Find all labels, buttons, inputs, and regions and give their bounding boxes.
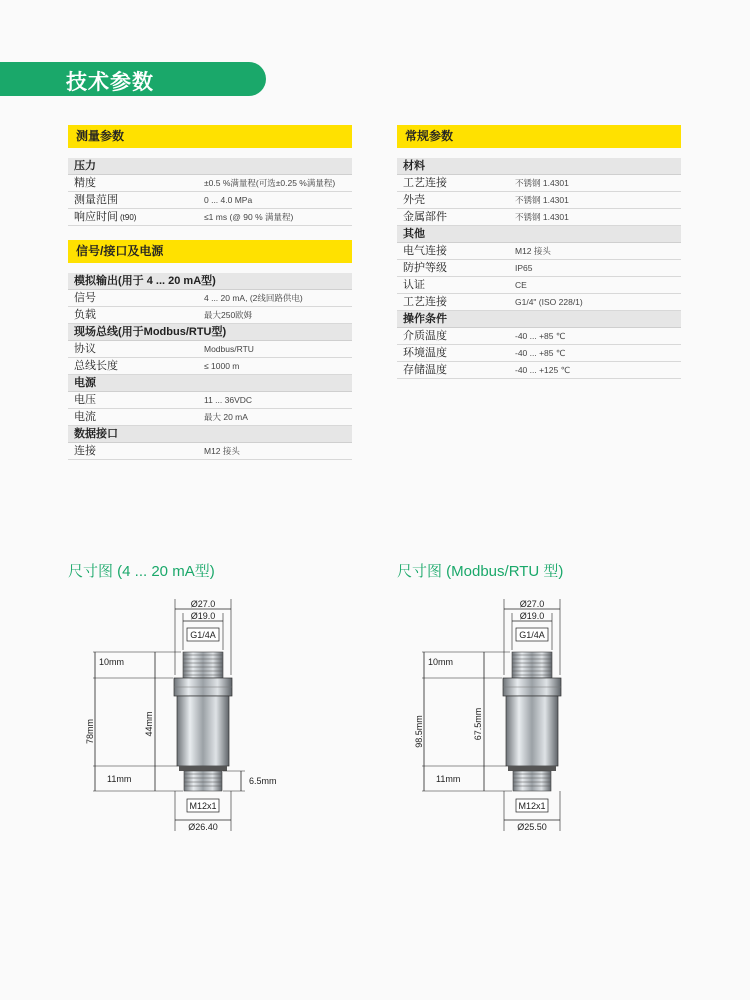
side-height-label: 6.5mm — [249, 776, 277, 786]
spec-label: 测量范围 — [74, 194, 118, 206]
group-header: 数据接口 — [68, 426, 352, 443]
right-spec-column — [397, 125, 681, 379]
group-header: 模拟输出(用于 4 ... 20 mA型) — [68, 273, 352, 290]
spec-label-note: (t90) — [120, 213, 137, 222]
spec-label: 工艺连接 — [403, 296, 447, 308]
group-header: 其他 — [397, 226, 681, 243]
dimension-drawing-analog — [85, 595, 305, 845]
spec-row — [68, 341, 352, 358]
top-height-label: 10mm — [99, 657, 125, 667]
body-height-label: 44mm — [144, 711, 154, 737]
spec-row — [68, 175, 352, 192]
spec-label: 环境温度 — [403, 347, 447, 359]
bottom-height-label: 11mm — [107, 774, 132, 784]
total-height-label: 78mm — [85, 718, 95, 745]
spec-row — [397, 294, 681, 311]
spec-label: 金属部件 — [403, 211, 447, 223]
spec-label: 精度 — [74, 177, 96, 189]
spec-row — [397, 175, 681, 192]
dimension-title-modbus: 尺寸图 (Modbus/RTU 型) — [397, 563, 564, 580]
spec-row — [397, 362, 681, 379]
spec-label: 负载 — [74, 309, 96, 321]
spec-value: ±0.5 %满量程(可选±0.25 %满量程) — [204, 178, 336, 188]
spec-value: CE — [515, 280, 527, 290]
spec-value: Modbus/RTU — [204, 344, 254, 354]
connector-label: M12x1 — [189, 801, 217, 811]
spec-row — [397, 209, 681, 226]
spec-value: 不锈钢 1.4301 — [515, 178, 569, 188]
thread-fitting — [512, 652, 552, 678]
left-spec-column — [68, 125, 352, 460]
spec-value: -40 ... +85 ℃ — [515, 331, 566, 341]
spec-value: IP65 — [515, 263, 533, 273]
inner-diameter-label: Ø19.0 — [190, 611, 216, 621]
spec-value: ≤1 ms (@ 90 % 满量程) — [204, 212, 294, 222]
top-height-label: 10mm — [428, 657, 454, 667]
spec-row — [397, 260, 681, 277]
spec-value: 0 ... 4.0 MPa — [204, 195, 253, 205]
body-ring — [179, 766, 227, 771]
spec-label: 电气连接 — [403, 245, 447, 257]
spec-label: 存储温度 — [403, 364, 447, 376]
spec-row — [68, 290, 352, 307]
group-header: 材料 — [397, 158, 681, 175]
thread-fitting — [183, 652, 223, 678]
spec-value: 11 ... 36VDC — [204, 395, 253, 405]
group-header: 操作条件 — [397, 311, 681, 328]
section-header: 信号/接口及电源 — [68, 240, 352, 263]
outer-diameter-label: Ø27.0 — [190, 599, 216, 609]
spec-row — [397, 277, 681, 294]
outer-diameter-label: Ø27.0 — [519, 599, 545, 609]
spec-label: 介质温度 — [403, 330, 447, 342]
section-header: 测量参数 — [68, 125, 352, 148]
spec-label: 电流 — [74, 411, 96, 423]
spec-label: 信号 — [74, 292, 96, 304]
spec-value: 最大250欧姆 — [204, 310, 253, 320]
spec-row — [68, 443, 352, 460]
spec-value: 最大 20 mA — [204, 412, 248, 422]
connector-label: M12x1 — [518, 801, 546, 811]
spec-row — [68, 358, 352, 375]
spec-label: 外壳 — [403, 194, 425, 206]
spec-label: 电压 — [74, 394, 96, 406]
spec-label: 工艺连接 — [403, 177, 447, 189]
sensor-body — [177, 696, 229, 766]
spec-label: 响应时间 (t90) — [74, 211, 137, 223]
dimension-drawing-modbus — [414, 595, 634, 845]
spec-row — [397, 243, 681, 260]
spec-value: G1/4" (ISO 228/1) — [515, 297, 583, 307]
spec-value: M12 接头 — [204, 446, 240, 456]
spec-row — [397, 328, 681, 345]
dimension-title-analog: 尺寸图 (4 ... 20 mA型) — [68, 563, 215, 580]
body-ring — [508, 766, 556, 771]
spec-row — [68, 392, 352, 409]
section-banner — [0, 62, 266, 96]
group-header: 电源 — [68, 375, 352, 392]
spec-label: 总线长度 — [74, 360, 118, 372]
spec-row — [397, 192, 681, 209]
bottom-height-label: 11mm — [436, 774, 461, 784]
spec-label: 连接 — [74, 445, 96, 457]
spec-label: 协议 — [74, 343, 96, 355]
spec-label: 认证 — [403, 279, 425, 291]
inner-diameter-label: Ø19.0 — [519, 611, 545, 621]
spec-row — [68, 307, 352, 324]
spec-row — [397, 345, 681, 362]
section-header: 常规参数 — [397, 125, 681, 148]
base-diameter-label: Ø25.50 — [517, 822, 547, 832]
thread-label: G1/4A — [519, 630, 545, 640]
body-height-label: 67.5mm — [473, 707, 483, 741]
spec-value: ≤ 1000 m — [204, 361, 240, 371]
spec-row — [68, 192, 352, 209]
group-header: 压力 — [68, 158, 352, 175]
spec-value: M12 接头 — [515, 246, 551, 256]
sensor-body — [506, 696, 558, 766]
spec-label: 防护等级 — [403, 262, 447, 274]
spec-value: -40 ... +125 ℃ — [515, 365, 571, 375]
page-title: 技术参数 — [66, 71, 154, 94]
spec-value: 不锈钢 1.4301 — [515, 212, 569, 222]
spec-row — [68, 209, 352, 226]
thread-label: G1/4A — [190, 630, 216, 640]
spec-value: 4 ... 20 mA, (2线回路供电) — [204, 293, 303, 303]
spec-value: 不锈钢 1.4301 — [515, 195, 569, 205]
base-diameter-label: Ø26.40 — [188, 822, 218, 832]
spec-value: -40 ... +85 ℃ — [515, 348, 566, 358]
total-height-label: 98.5mm — [414, 715, 424, 748]
spec-row — [68, 409, 352, 426]
group-header: 现场总线(用于Modbus/RTU型) — [68, 324, 352, 341]
